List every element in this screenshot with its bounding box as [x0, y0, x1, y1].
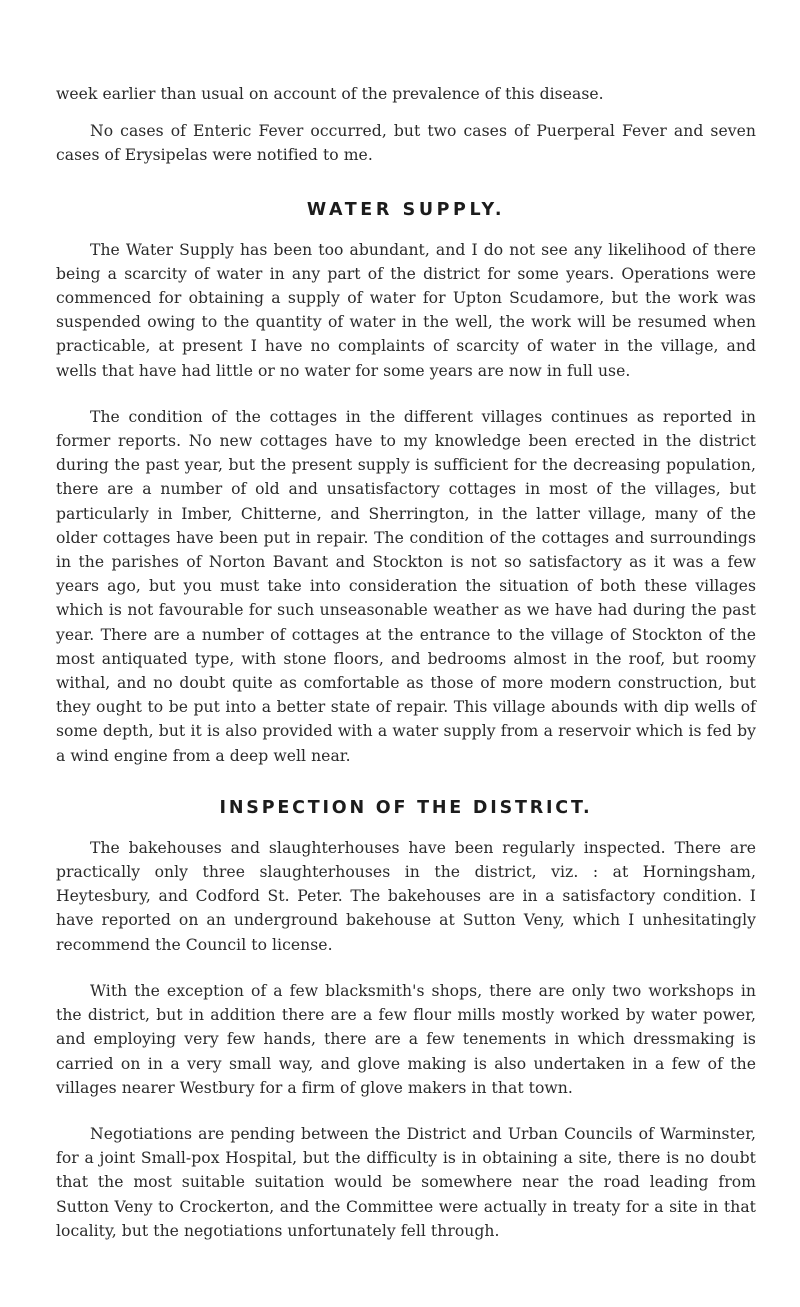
- water-supply-heading: WATER SUPPLY.: [306, 199, 506, 220]
- workshops-paragraph: With the exception of a few blacksmith's shops, there are only two workshops in the district, but in addition there are a few flour mills mostly worked by water power, and employing very few hands, there are a few tenements in which dressmaking is carried on in a very small way, and glove making is also undertaken in a few of the villages nearer Westbury for a firm of glove makers in that town.: [56, 981, 756, 1097]
- intro-paragraph-continuation: week earlier than usual on account of the prevalence of this disease.: [56, 85, 604, 103]
- intro-paragraph-fever-cases: No cases of Enteric Fever occurred, but two cases of Puerperal Fever and seven cases of Erysipelas were notified to me.: [56, 122, 756, 165]
- cottages-paragraph: The condition of the cottages in the different villages continues as reported in former reports. No new cottages have to my knowledge been erected in the district during the past year, but the present supply is sufficient for the decreasing population, there are a number of old and unsatisfactory cottages in most of the villages, but particularly in Imber, Chitterne, and Sherrington, in the latter village, many of the older cottages have been put in repair. The condition of the cottages and surroundings in the parishes of Norton Bavant and Stockton is not so satisfactory as it was a few years ago, but you must take into consideration the situation of both these villages which is not favourable for such unseasonable weather as we have had during the past year. There are a number of cottages at the entrance to the village of Stockton of the most antiquated type, with stone floors, and bedrooms almost in the roof, but roomy withal, and no doubt quite as comfortable as those of more modern construction, but they ought to be put into a better state of repair. This village abounds with dip wells of some depth, but it is also provided with a water supply from a reservoir which is fed by a wind engine from a deep well near.: [56, 407, 756, 765]
- inspection-heading: INSPECTION OF THE DISTRICT.: [219, 797, 593, 818]
- water-supply-paragraph: The Water Supply has been too abundant, and I do not see any likelihood of there being a scarcity of water in any part of the district for some years. Operations were commenced for obtaining a supply of water for Upton Scudamore, but the work was suspended owing to the quantity of water in the well, the work will be resumed when practicable, at present I have no complaints of scarcity of water in the village, and wells that have had little or no water for some years are now in full use.: [56, 240, 756, 380]
- smallpox-hospital-paragraph: Negotiations are pending between the District and Urban Councils of Warminster, for a joint Small-pox Hospital, but the difficulty is in obtaining a site, there is no doubt that the most suitable suitation would be somewhere near the road leading from Sutton Veny to Crockerton, and the Committee were actually in treaty for a site in that locality, but the negotiations unfortunately fell through.: [56, 1124, 756, 1240]
- bakehouses-paragraph: The bakehouses and slaughterhouses have been regularly inspected. There are practically only three slaughterhouses in the district, viz. : at Horningsham, Heytesbury, and Codford St. Peter. The bakehouses are in a satisfactory condition. I have reported on an underground bakehouse at Sutton Veny, which I unhesitatingly recommend the Council to license.: [56, 838, 756, 954]
